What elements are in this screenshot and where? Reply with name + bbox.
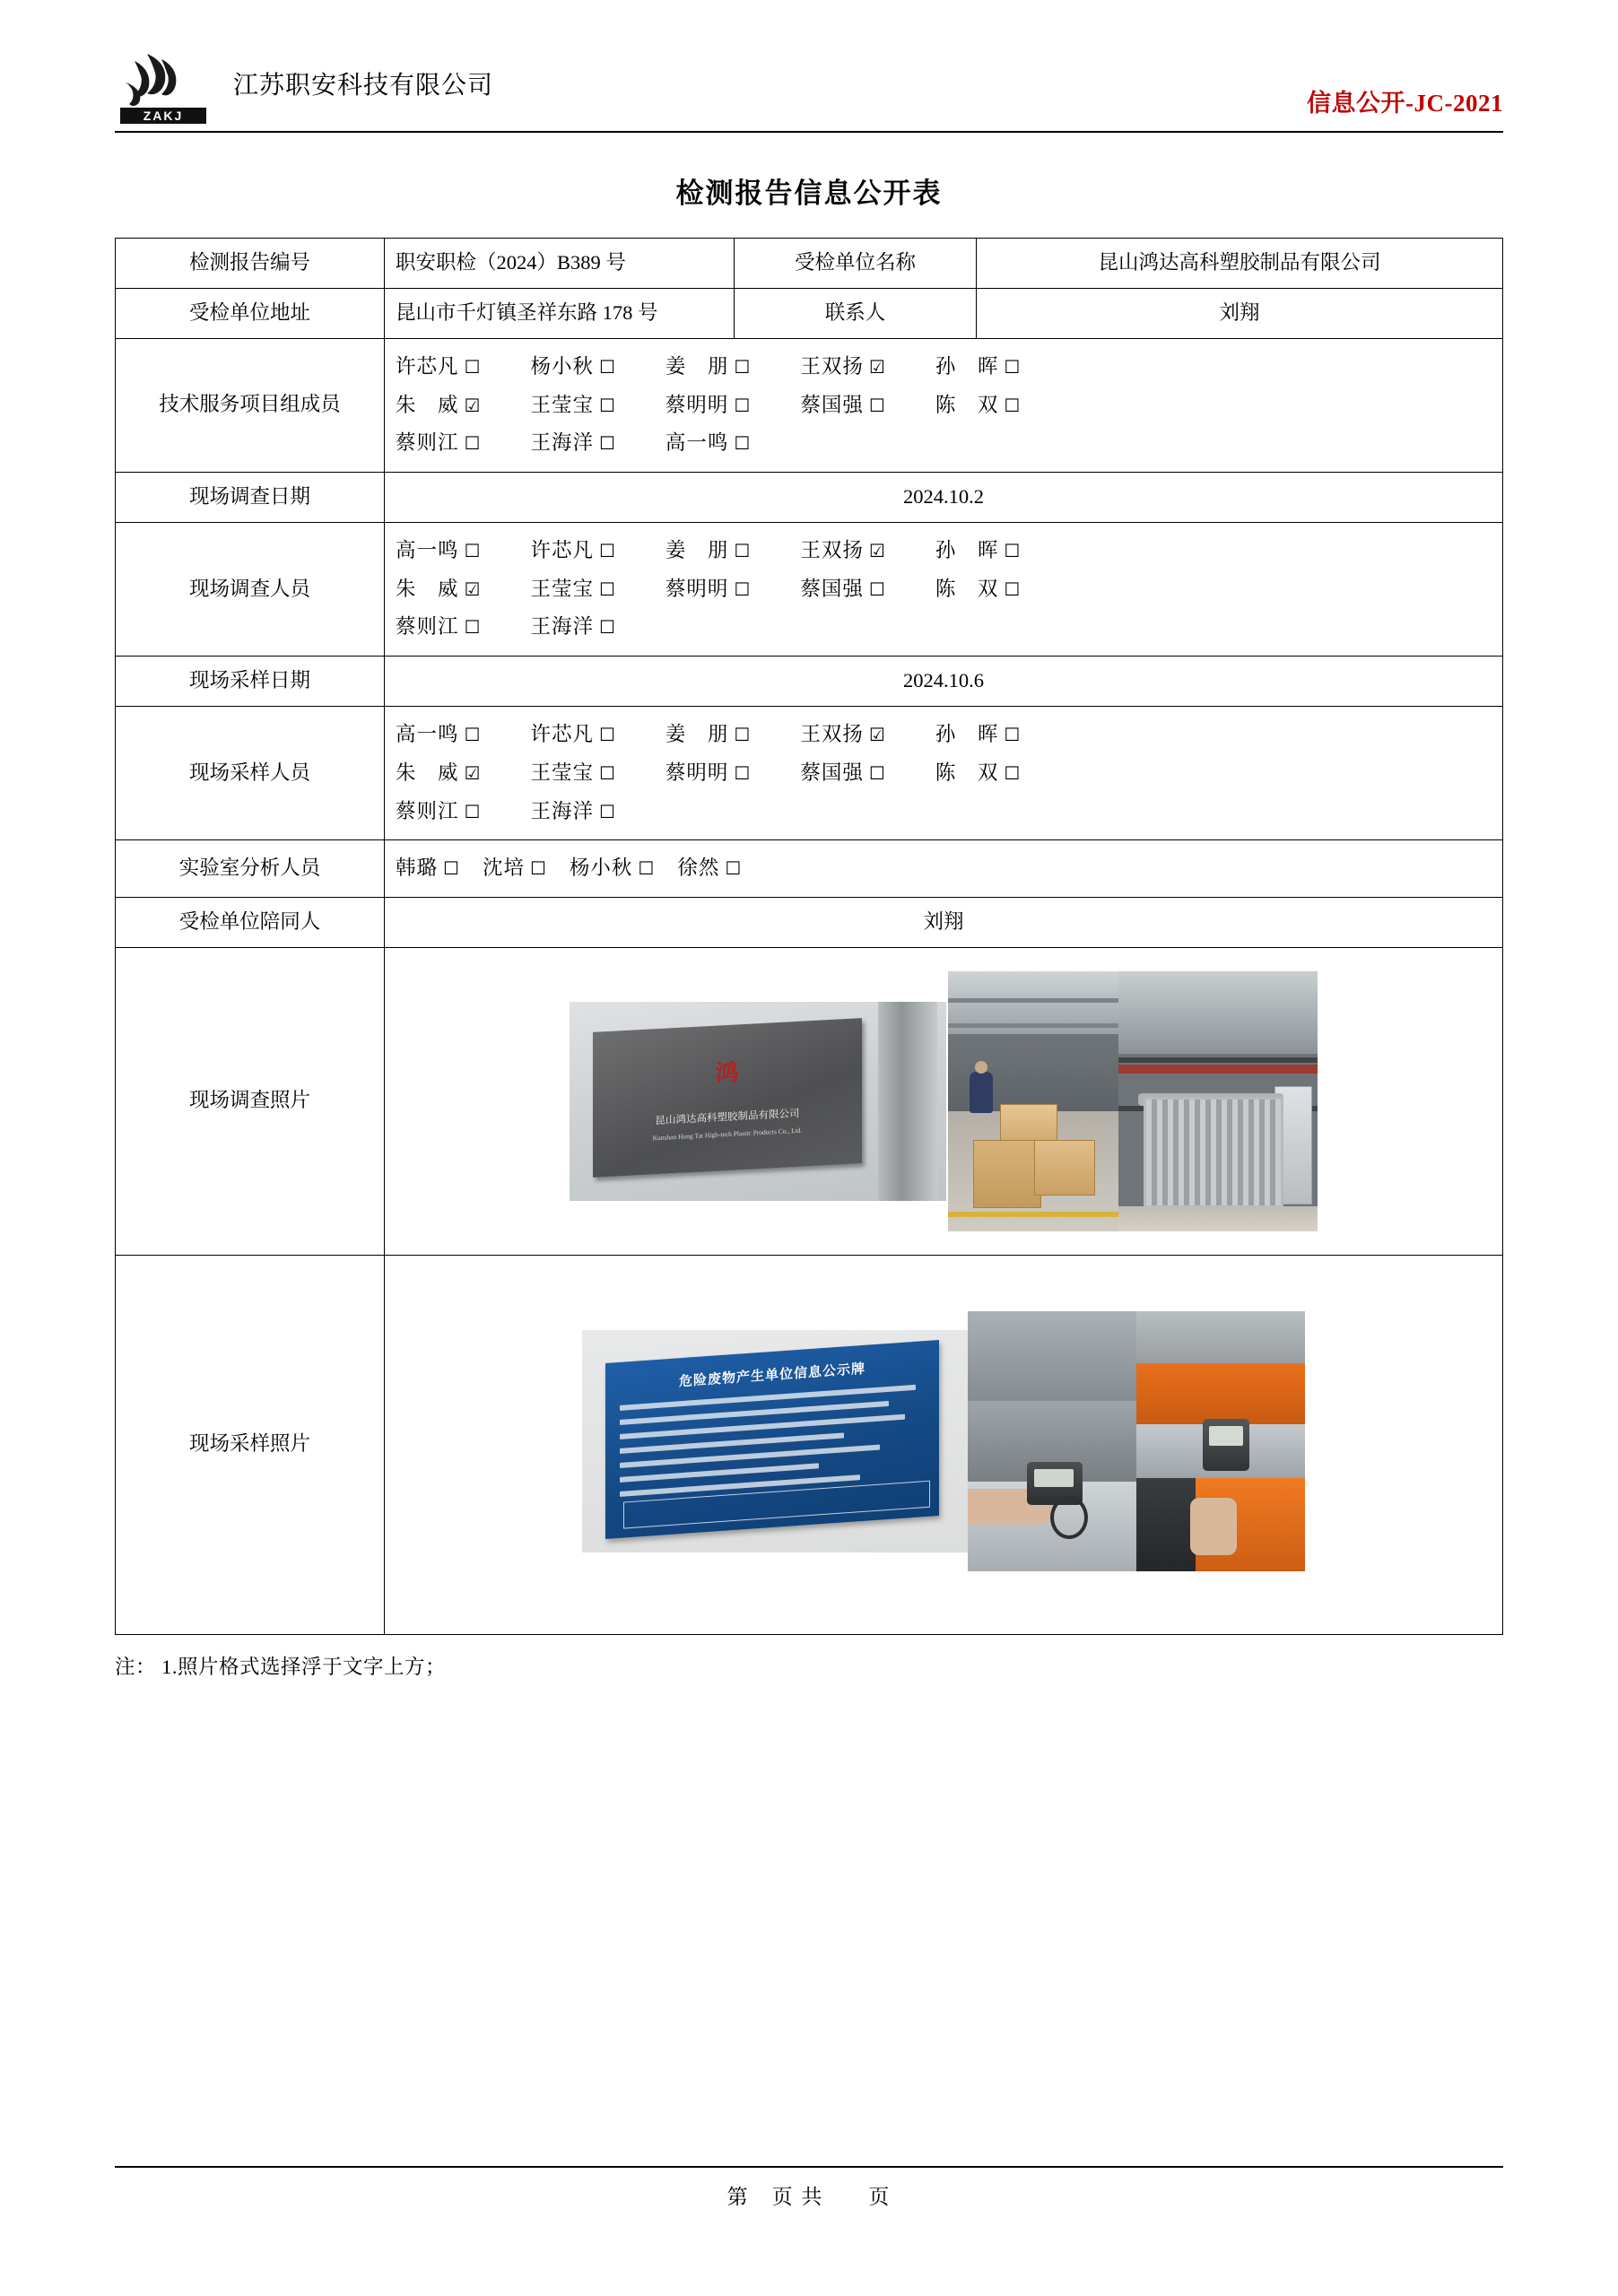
checkbox-checked-icon[interactable]: ☑	[464, 578, 481, 600]
checkbox-option[interactable]	[530, 387, 614, 425]
escort-value: 刘翔	[385, 898, 1503, 948]
checkbox-option[interactable]	[800, 348, 884, 387]
checkbox-label: 高一鸣	[665, 431, 729, 455]
checkbox-option[interactable]	[677, 849, 741, 888]
checkbox-option[interactable]	[396, 716, 480, 754]
checkbox-empty-icon[interactable]: ☐	[464, 355, 481, 378]
checkbox-empty-icon[interactable]: ☐	[598, 761, 615, 784]
checkbox-row	[396, 608, 1492, 647]
checkbox-option[interactable]	[530, 570, 614, 609]
table-row	[116, 473, 1503, 523]
checkbox-empty-icon[interactable]: ☐	[464, 432, 481, 455]
checkbox-label: 许芯凡	[530, 723, 594, 745]
survey-photos-cell	[385, 947, 1503, 1255]
checkbox-label: 蔡则江	[396, 615, 459, 639]
team-members-cell	[385, 338, 1503, 472]
checkbox-empty-icon[interactable]: ☐	[734, 539, 751, 561]
survey-date-value: 2024.10.2	[385, 473, 1503, 523]
sampling-photos-cell	[385, 1255, 1503, 1634]
checkbox-label: 孙 晖	[935, 723, 999, 745]
checkbox-option[interactable]	[396, 387, 480, 425]
checkbox-option[interactable]	[800, 754, 884, 793]
checkbox-option[interactable]	[396, 570, 480, 609]
client-address-label: 受检单位地址	[116, 288, 385, 338]
brand	[115, 47, 493, 126]
checkbox-option[interactable]	[483, 849, 546, 888]
table-row	[116, 898, 1503, 948]
checkbox-empty-icon[interactable]: ☐	[598, 616, 615, 639]
checkbox-empty-icon[interactable]: ☐	[443, 857, 459, 880]
checkbox-option[interactable]	[530, 532, 614, 570]
checkbox-label: 蔡国强	[800, 761, 864, 784]
checkbox-label: 孙 晖	[935, 354, 999, 378]
checkbox-label: 许芯凡	[530, 538, 594, 561]
contact-label: 联系人	[735, 288, 977, 338]
client-name-label: 受检单位名称	[735, 239, 977, 289]
checkbox-label: 蔡国强	[800, 393, 864, 416]
client-name-value: 昆山鸿达高科塑胶制品有限公司	[977, 239, 1503, 289]
checkbox-empty-icon[interactable]: ☐	[464, 724, 481, 745]
checkbox-option[interactable]	[665, 716, 750, 754]
photo-company-signboard	[570, 1002, 946, 1201]
checkbox-label: 王海洋	[530, 431, 594, 455]
report-no-value: 职安职检（2024）B389 号	[385, 239, 735, 289]
checkbox-label: 姜 朋	[665, 538, 729, 561]
survey-photo-group	[385, 948, 1502, 1255]
footnote: 注： 1.照片格式选择浮于文字上方；	[115, 1655, 447, 1678]
checkbox-empty-icon[interactable]: ☐	[464, 539, 481, 561]
survey-people-cell	[385, 522, 1503, 656]
checkbox-label: 姜 朋	[665, 354, 729, 378]
checkbox-label: 许芯凡	[396, 354, 459, 378]
signboard-mark: 鸿	[715, 1059, 740, 1087]
checkbox-option[interactable]	[530, 716, 614, 754]
checkbox-row	[396, 387, 1492, 425]
checkbox-option[interactable]	[935, 387, 1020, 425]
sampling-people-label: 现场采样人员	[116, 707, 385, 840]
checkbox-row	[396, 570, 1492, 609]
checkbox-option[interactable]	[396, 793, 480, 831]
sampling-photo-group	[385, 1256, 1502, 1634]
photo-detector-measuring-1	[968, 1311, 1136, 1571]
sampling-photos-label: 现场采样照片	[116, 1255, 385, 1634]
signboard-line-cn: 昆山鸿达高科塑胶制品有限公司	[655, 1108, 800, 1127]
checkbox-label: 徐然	[677, 857, 720, 880]
checkbox-option[interactable]	[530, 793, 614, 831]
checkbox-option[interactable]	[665, 570, 750, 609]
checkbox-option[interactable]	[396, 532, 480, 570]
checkbox-option[interactable]	[665, 387, 750, 425]
checkbox-empty-icon[interactable]: ☐	[734, 355, 751, 378]
checkbox-label: 蔡国强	[800, 577, 864, 600]
checkbox-label: 王莹宝	[530, 393, 594, 416]
checkbox-option[interactable]	[530, 348, 614, 387]
checkbox-empty-icon[interactable]: ☐	[734, 578, 751, 600]
lab-analyst-label: 实验室分析人员	[116, 840, 385, 898]
checkbox-checked-icon[interactable]: ☑	[868, 724, 885, 745]
checkbox-label: 王双扬	[800, 354, 864, 378]
checkbox-label: 王双扬	[800, 723, 864, 745]
checkbox-empty-icon[interactable]: ☐	[598, 432, 615, 455]
survey-date-label: 现场调查日期	[116, 473, 385, 523]
checkbox-group-lab	[396, 849, 1492, 888]
survey-photos-label: 现场调查照片	[116, 947, 385, 1255]
sampling-date-label: 现场采样日期	[116, 657, 385, 707]
photo-workshop-boxes	[948, 971, 1118, 1231]
escort-label: 受检单位陪同人	[116, 898, 385, 948]
checkbox-label: 沈培	[482, 857, 525, 880]
photo-storage-rack	[1118, 971, 1318, 1231]
checkbox-label: 蔡明明	[665, 577, 729, 600]
blue-board-title: 危险废物产生单位信息公示牌	[678, 1361, 866, 1390]
checkbox-label: 陈 双	[935, 393, 999, 416]
checkbox-empty-icon[interactable]: ☐	[1004, 578, 1021, 600]
checkbox-empty-icon[interactable]: ☐	[1004, 761, 1021, 784]
checkbox-option[interactable]	[530, 424, 614, 463]
checkbox-empty-icon[interactable]: ☐	[725, 857, 742, 880]
checkbox-option[interactable]	[530, 608, 614, 647]
checkbox-label: 杨小秋	[569, 857, 633, 880]
checkbox-option[interactable]	[396, 424, 480, 463]
checkbox-group-survey	[396, 532, 1492, 647]
checkbox-empty-icon[interactable]: ☐	[598, 800, 615, 822]
checkbox-row	[396, 793, 1492, 831]
checkbox-label: 姜 朋	[665, 723, 729, 745]
lab-analyst-cell	[385, 840, 1503, 898]
client-address-value: 昆山市千灯镇圣祥东路 178 号	[385, 288, 735, 338]
checkbox-empty-icon[interactable]: ☐	[598, 578, 615, 600]
checkbox-row	[396, 348, 1492, 387]
checkbox-option[interactable]	[935, 532, 1020, 570]
checkbox-empty-icon[interactable]: ☐	[1004, 539, 1021, 561]
team-label: 技术服务项目组成员	[116, 338, 385, 472]
checkbox-label: 朱 威	[396, 761, 459, 784]
checkbox-label: 蔡明明	[665, 393, 729, 416]
checkbox-label: 高一鸣	[396, 538, 459, 561]
checkbox-label: 朱 威	[396, 577, 459, 600]
checkbox-group-team	[396, 348, 1492, 463]
checkbox-label: 杨小秋	[530, 354, 594, 378]
checkbox-empty-icon[interactable]: ☐	[598, 539, 615, 561]
table-row	[116, 1255, 1503, 1634]
checkbox-option[interactable]	[396, 849, 459, 888]
page-footer: 第 页 共 页	[115, 2166, 1503, 2210]
checkbox-option[interactable]	[665, 532, 750, 570]
signboard-line-en: Kunshan Hong Tat High-tech Plastic Products Co., Ltd.	[652, 1126, 803, 1143]
sampling-date-value: 2024.10.6	[385, 657, 1503, 707]
checkbox-checked-icon[interactable]: ☑	[464, 761, 481, 784]
page-title: 检测报告信息公开表	[675, 178, 943, 209]
checkbox-label: 王海洋	[530, 615, 594, 639]
checkbox-option[interactable]	[396, 348, 480, 387]
checkbox-label: 王莹宝	[530, 761, 594, 784]
sampling-people-cell	[385, 707, 1503, 840]
table-row	[116, 522, 1503, 656]
checkbox-option[interactable]	[530, 754, 614, 793]
checkbox-label: 朱 威	[396, 393, 459, 416]
checkbox-empty-icon[interactable]: ☐	[598, 394, 615, 416]
photo-detector-measuring-2	[1136, 1311, 1305, 1571]
checkbox-label: 王海洋	[530, 799, 594, 822]
checkbox-option[interactable]	[665, 754, 750, 793]
checkbox-row	[396, 532, 1492, 570]
checkbox-empty-icon[interactable]: ☐	[734, 394, 751, 416]
checkbox-empty-icon[interactable]: ☐	[638, 857, 655, 880]
checkbox-option[interactable]	[396, 754, 480, 793]
checkbox-label: 高一鸣	[396, 723, 459, 745]
document-code: 信息公开-JC-2021	[1307, 90, 1503, 117]
checkbox-label: 陈 双	[935, 577, 999, 600]
checkbox-label: 王双扬	[800, 538, 864, 561]
checkbox-empty-icon[interactable]: ☐	[529, 857, 546, 880]
checkbox-option[interactable]	[800, 387, 884, 425]
survey-people-label: 现场调查人员	[116, 522, 385, 656]
checkbox-group-sampling	[396, 716, 1492, 831]
checkbox-empty-icon[interactable]: ☐	[868, 578, 885, 600]
table-row	[116, 657, 1503, 707]
checkbox-empty-icon[interactable]: ☐	[868, 761, 885, 784]
checkbox-option[interactable]	[935, 754, 1020, 793]
checkbox-empty-icon[interactable]: ☐	[464, 800, 481, 822]
document-header	[115, 47, 1503, 133]
checkbox-empty-icon[interactable]: ☐	[598, 724, 615, 745]
checkbox-option[interactable]	[935, 716, 1020, 754]
contact-value: 刘翔	[977, 288, 1503, 338]
checkbox-label: 韩璐	[396, 857, 439, 880]
checkbox-row	[396, 424, 1492, 463]
checkbox-row	[396, 716, 1492, 754]
checkbox-empty-icon[interactable]: ☐	[598, 355, 615, 378]
photo-hazardous-waste-board	[582, 1330, 968, 1552]
table-row	[116, 840, 1503, 898]
checkbox-label: 孙 晖	[935, 538, 999, 561]
report-no-label: 检测报告编号	[116, 239, 385, 289]
checkbox-option[interactable]	[800, 532, 884, 570]
checkbox-option[interactable]	[800, 570, 884, 609]
company-logo-icon	[115, 47, 221, 126]
checkbox-checked-icon[interactable]: ☑	[464, 394, 481, 416]
checkbox-label: 王莹宝	[530, 577, 594, 600]
checkbox-empty-icon[interactable]: ☐	[734, 432, 751, 455]
checkbox-option[interactable]	[665, 348, 750, 387]
checkbox-empty-icon[interactable]: ☐	[734, 724, 751, 745]
table-row	[116, 338, 1503, 472]
checkbox-label: 蔡明明	[665, 761, 729, 784]
checkbox-label: 陈 双	[935, 761, 999, 784]
checkbox-label: 蔡则江	[396, 431, 459, 455]
checkbox-option[interactable]	[935, 570, 1020, 609]
checkbox-option[interactable]	[800, 716, 884, 754]
checkbox-empty-icon[interactable]: ☐	[1004, 394, 1021, 416]
checkbox-empty-icon[interactable]: ☐	[868, 394, 885, 416]
checkbox-option[interactable]	[665, 424, 750, 463]
checkbox-row	[396, 754, 1492, 793]
company-name: 江苏职安科技有限公司	[233, 72, 494, 100]
checkbox-empty-icon[interactable]: ☐	[464, 616, 481, 639]
checkbox-option[interactable]	[570, 849, 654, 888]
checkbox-option[interactable]	[396, 608, 480, 647]
checkbox-row	[396, 849, 1492, 888]
checkbox-empty-icon[interactable]: ☐	[1004, 724, 1021, 745]
table-row	[116, 947, 1503, 1255]
checkbox-label: 蔡则江	[396, 799, 459, 822]
checkbox-empty-icon[interactable]: ☐	[734, 761, 751, 784]
checkbox-checked-icon[interactable]: ☑	[868, 539, 885, 561]
checkbox-empty-icon[interactable]: ☐	[1004, 355, 1021, 378]
table-row	[116, 239, 1503, 289]
checkbox-option[interactable]	[935, 348, 1020, 387]
report-info-table	[115, 238, 1503, 1635]
svg-text:ZAKJ: ZAKJ	[143, 109, 184, 123]
checkbox-checked-icon[interactable]: ☑	[868, 355, 885, 378]
table-row	[116, 707, 1503, 840]
table-row	[116, 288, 1503, 338]
